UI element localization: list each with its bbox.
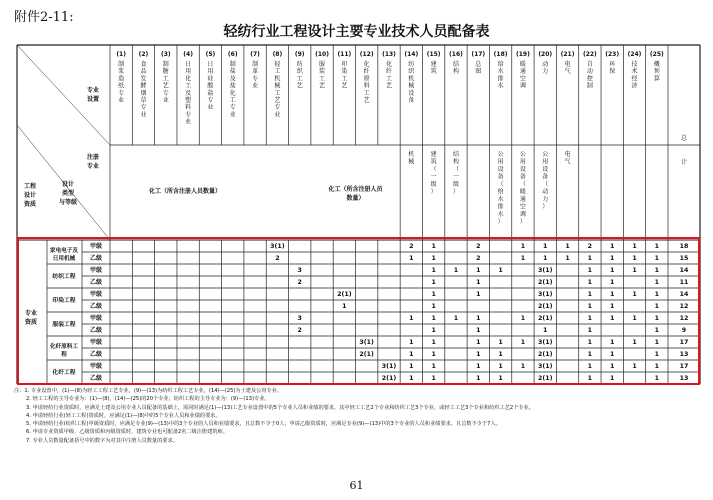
column-name: 服装工艺	[319, 61, 326, 90]
table-cell: 1	[453, 267, 459, 274]
table-cell: 3	[297, 315, 302, 322]
row-category: 化纤工程	[52, 370, 76, 376]
note-line: 4. 申请轻纺行业(轻工工程)资质时，应满足(1)—(8)中的5个专业人员和业绩的要求。	[26, 412, 221, 419]
row-total: 15	[679, 255, 689, 262]
table-cell: 2(1)	[359, 351, 374, 358]
table-cell: 2	[297, 327, 302, 334]
column-name: 纺织工艺	[296, 61, 303, 90]
table-cell: 1	[654, 327, 660, 334]
table-cell: 1	[431, 279, 436, 286]
column-name: 轻工机械工艺专业	[274, 61, 281, 119]
row-grade: 乙级	[89, 279, 103, 286]
table-cell: 1	[409, 375, 414, 382]
column-number: (4)	[183, 51, 193, 58]
column-number: (16)	[449, 51, 463, 58]
table-cell: 2(1)	[337, 291, 352, 298]
chemical-label-3: 数量）	[346, 195, 365, 202]
column-name: 总图	[475, 61, 482, 76]
registered-power: 公用设备（动力）	[542, 151, 549, 211]
registered-mech: 机械	[408, 151, 415, 166]
attachment-label: 附件2-11:	[14, 10, 74, 25]
row-category: 印染工程	[52, 298, 76, 304]
table-cell: 1	[476, 375, 481, 382]
row-total: 17	[679, 339, 689, 346]
chemical-label-2: 化工（所含注册人员	[328, 186, 383, 193]
table-cell: 2	[476, 255, 481, 262]
design-type-label: 与等级	[58, 199, 78, 206]
table-cell: 3(1)	[359, 339, 374, 346]
column-name: 自动控制	[586, 61, 593, 90]
table-cell: 1	[587, 339, 593, 346]
table-cell: 1	[409, 315, 414, 322]
note-line: 注：1. 专业设置中，(1)—(8)为轻工工程工艺专业，(9)—(13)为纺织工程工艺专业，(14)—(25)为土建及公用专业。	[14, 388, 283, 394]
registered-specialty-label: 注册	[86, 154, 100, 161]
column-name: 暖通空调	[519, 61, 526, 90]
table-cell: 1	[431, 375, 436, 382]
table-cell: 2(1)	[537, 303, 553, 310]
column-name: 化纤原料工艺	[363, 61, 370, 104]
table-cell: 1	[610, 255, 615, 262]
table-cell: 2	[476, 243, 481, 250]
table-cell: 1	[654, 375, 660, 382]
table-cell: 1	[431, 267, 436, 274]
table-cell: 3(1)	[270, 243, 285, 250]
table-cell: 1	[565, 243, 570, 250]
column-number: (15)	[426, 51, 441, 58]
table-cell: 1	[476, 363, 481, 370]
table-cell: 1	[409, 363, 414, 370]
qualification-label: 资质	[23, 201, 37, 208]
qualification-group-label: 专业	[24, 310, 38, 317]
table-cell: 1	[431, 351, 436, 358]
row-grade: 甲级	[89, 363, 103, 370]
column-name: 概预算	[653, 61, 660, 83]
table-cell: 1	[610, 375, 615, 382]
table-cell: 1	[476, 351, 481, 358]
column-number: (23)	[605, 51, 620, 58]
table-cell: 1	[431, 243, 436, 250]
table-cell: 1	[476, 267, 481, 274]
column-number: (7)	[250, 51, 260, 58]
table-cell: 1	[431, 291, 436, 298]
row-total: 13	[679, 351, 689, 358]
registered-specialty-label-2: 专业	[86, 163, 100, 170]
table-cell: 1	[409, 339, 414, 346]
table-cell: 1	[654, 315, 660, 322]
table-cell: 1	[587, 363, 593, 370]
table-cell: 1	[654, 267, 660, 274]
table-cell: 2	[275, 255, 280, 262]
column-number: (3)	[160, 51, 171, 58]
table-cell: 1	[520, 315, 526, 322]
table-cell: 1	[587, 315, 593, 322]
table-cell: 1	[632, 243, 637, 250]
row-total: 12	[679, 315, 689, 322]
table-cell: 1	[632, 255, 637, 262]
table-cell: 1	[632, 339, 637, 346]
row-total: 13	[679, 375, 689, 382]
column-name: 印染工艺	[341, 61, 348, 90]
table-cell: 2(1)	[537, 315, 553, 322]
table-cell: 1	[587, 375, 593, 382]
table-cell: 1	[498, 375, 503, 382]
table-cell: 2(1)	[381, 375, 397, 382]
table-cell: 1	[543, 255, 548, 262]
design-type-label: 类型	[61, 190, 75, 197]
registered-arch: 建筑（一级）	[430, 151, 437, 196]
table-cell: 1	[610, 303, 615, 310]
table-cell: 1	[654, 279, 660, 286]
specialty-setting-label-2: 设置	[86, 96, 100, 103]
column-number: (1)	[116, 51, 126, 58]
table-cell: 1	[587, 279, 593, 286]
registered-elec: 电气	[564, 151, 571, 166]
highlight-box	[17, 237, 700, 385]
table-cell: 1	[587, 303, 593, 310]
row-grade: 甲级	[89, 243, 103, 250]
note-line: 5. 申请轻纺行业(纺织工程)甲级资质时，应满足专业(9)—(13)中的3个专业的人员和业绩要求，且总数不少于0人；申请乙级资质时，应满足专业(9)—(13)中的3个专业的人员和业绩要求，且总数不少于7人。	[26, 421, 501, 428]
row-total: 14	[679, 267, 689, 274]
row-grade: 乙级	[89, 327, 103, 334]
column-name: 制革专业	[252, 61, 259, 90]
table-cell: 1	[498, 363, 503, 370]
table-cell: 1	[587, 351, 593, 358]
table-cell: 1	[342, 303, 347, 310]
column-number: (11)	[337, 51, 352, 58]
table-cell: 1	[476, 315, 481, 322]
column-name: 食品发酵烟草专业	[140, 61, 147, 119]
column-number: (13)	[382, 51, 396, 58]
table-cell: 1	[431, 315, 436, 322]
note-line: 6. 申请专业资质甲级、乙级资质和丙级资质时，建筑专业也可配备2名二级注册建筑师。	[26, 429, 228, 436]
table-cell: 1	[409, 351, 414, 358]
column-name: 建筑	[430, 61, 437, 76]
column-name: 日用化工及塑料专业	[185, 61, 192, 126]
table-cell: 1	[632, 363, 637, 370]
column-number: (20)	[538, 51, 553, 58]
design-type-label: 设计	[61, 181, 75, 188]
table-cell: 1	[565, 255, 570, 262]
qualification-group-label-2: 资质	[24, 319, 38, 326]
table-cell: 2(1)	[537, 279, 553, 286]
table-cell: 1	[610, 351, 615, 358]
column-number: (2)	[138, 51, 149, 58]
table-cell: 1	[654, 291, 660, 298]
row-category-2: 程	[61, 352, 67, 358]
table-cell: 1	[431, 327, 436, 334]
column-number: (21)	[560, 51, 575, 58]
table-cell: 1	[520, 339, 526, 346]
column-number: (25)	[649, 51, 664, 58]
column-name: 技术经济	[631, 61, 638, 90]
column-name: 结构	[452, 61, 459, 76]
table-cell: 1	[453, 315, 459, 322]
chemical-label: 化工（所含注册人员数量）	[148, 188, 221, 195]
table-cell: 1	[654, 351, 660, 358]
column-number: (5)	[205, 51, 216, 58]
column-name: 环保	[609, 61, 616, 76]
specialty-setting-label: 专业	[86, 87, 100, 94]
table-cell: 1	[431, 339, 436, 346]
column-number: (18)	[493, 51, 508, 58]
table-cell: 3(1)	[537, 267, 553, 274]
table-cell: 1	[654, 303, 660, 310]
table-cell: 2	[409, 243, 414, 250]
table-cell: 1	[476, 279, 481, 286]
table-cell: 2	[297, 279, 302, 286]
table-cell: 1	[632, 291, 637, 298]
table-cell: 1	[587, 267, 593, 274]
row-grade: 甲级	[89, 339, 103, 346]
note-line: 3. 申请轻纺行业资质时，应满足土建及公用专业人员配备的基础上，需同时满足(1)—(13)工艺专业设置中的5个专业人员和业绩的要求，其中轻工工艺2个专业和纺织工艺3个专业，或轻工工艺3个专业和纺织工艺2个专业。	[26, 404, 534, 411]
column-number: (17)	[471, 51, 486, 58]
table-cell: 1	[476, 327, 481, 334]
table-cell: 1	[587, 327, 593, 334]
total-label: 总计	[680, 135, 688, 166]
row-total: 17	[679, 363, 689, 370]
column-name: 给水排水	[497, 61, 504, 90]
table-cell: 1	[610, 363, 615, 370]
column-name: 制盐及盐化工专业	[229, 61, 236, 119]
row-category: 家电电子及	[50, 248, 78, 254]
column-name: 纺织机械设备	[408, 61, 415, 104]
row-grade: 乙级	[89, 351, 103, 358]
qualification-label: 工程	[23, 183, 37, 190]
table-cell: 1	[610, 291, 615, 298]
row-category-2: 日用机械	[52, 256, 76, 262]
registered-hvac: 公用设备（暖通空调）	[519, 151, 526, 226]
row-grade: 甲级	[89, 291, 103, 298]
row-category: 服装工程	[52, 322, 76, 328]
page-number: 61	[349, 479, 364, 492]
column-number: (9)	[294, 51, 305, 58]
table-cell: 2(1)	[537, 351, 553, 358]
table-cell: 1	[654, 243, 660, 250]
table-cell: 1	[610, 339, 615, 346]
row-grade: 乙级	[89, 375, 103, 382]
table-cell: 1	[610, 267, 615, 274]
table-cell: 1	[654, 363, 660, 370]
table-cell: 1	[543, 327, 548, 334]
qualification-label: 设计	[23, 192, 37, 199]
registered-water: 公用设备（给水排水）	[497, 151, 504, 226]
table-cell: 1	[587, 291, 593, 298]
column-number: (6)	[227, 51, 238, 58]
table-cell: 3(1)	[537, 291, 553, 298]
column-number: (24)	[627, 51, 642, 58]
table-cell: 1	[520, 243, 526, 250]
column-number: (12)	[359, 51, 374, 58]
column-number: (8)	[272, 51, 283, 58]
row-category: 纺织工程	[52, 274, 76, 280]
table-cell: 1	[632, 267, 637, 274]
column-name: 日用硅酸盐专业	[207, 61, 214, 112]
column-name: 电气	[564, 61, 571, 76]
column-name: 制糖工艺专业	[162, 61, 169, 104]
note-line: 7. 专业人员数量配备括号中的数字为对其中注册人员数量的要求。	[26, 437, 178, 444]
table-cell: 1	[476, 339, 481, 346]
column-number: (14)	[404, 51, 419, 58]
table-cell: 1	[431, 363, 436, 370]
table-cell: 3(1)	[537, 339, 553, 346]
table-cell: 1	[610, 243, 615, 250]
row-grade: 甲级	[89, 267, 103, 274]
table-cell: 3	[297, 267, 302, 274]
table-cell: 1	[520, 363, 526, 370]
column-number: (10)	[315, 51, 329, 58]
table-cell: 2	[587, 243, 593, 250]
table-cell: 1	[610, 279, 615, 286]
row-grade: 乙级	[89, 255, 103, 262]
row-total: 14	[679, 291, 689, 298]
row-total: 11	[679, 279, 689, 286]
row-total: 12	[679, 303, 689, 310]
note-line: 2. 轻工工程的主导专业为：(1)—(8)，(14)—(25)的20个专业；纺织工程的主导专业为：(9)—(13)专业。	[26, 396, 270, 403]
table-cell: 1	[476, 291, 481, 298]
table-cell: 1	[431, 303, 436, 310]
table-cell: 1	[654, 255, 660, 262]
table-cell: 1	[498, 351, 503, 358]
registered-struct: 结构（一级）	[452, 151, 459, 196]
row-grade: 甲级	[89, 315, 103, 322]
table-cell: 2(1)	[537, 375, 553, 382]
table-cell: 1	[431, 255, 436, 262]
column-number: (19)	[515, 51, 530, 58]
page-title: 轻纺行业工程设计主要专业技术人员配备表	[223, 24, 490, 40]
grid-line	[17, 45, 110, 145]
column-name: 动力	[542, 61, 549, 76]
row-grade: 乙级	[89, 303, 103, 310]
table-cell: 1	[654, 339, 660, 346]
row-total: 18	[679, 243, 689, 250]
row-category: 化纤原料工	[50, 344, 78, 350]
column-name: 化纤工艺	[385, 61, 393, 90]
notes-section	[14, 387, 704, 445]
table-cell: 1	[587, 255, 593, 262]
column-name: 制浆造纸专业	[118, 61, 125, 104]
table-cell: 1	[409, 255, 414, 262]
table-cell: 3(1)	[381, 363, 397, 370]
column-number: (22)	[582, 51, 597, 58]
table-cell: 1	[498, 267, 503, 274]
table-cell: 1	[520, 255, 526, 262]
table-cell: 1	[498, 339, 503, 346]
row-total: 9	[681, 327, 687, 334]
table-cell: 1	[543, 243, 548, 250]
table-cell: 1	[632, 315, 637, 322]
table-cell: 1	[610, 315, 615, 322]
table-cell: 3(1)	[537, 363, 553, 370]
